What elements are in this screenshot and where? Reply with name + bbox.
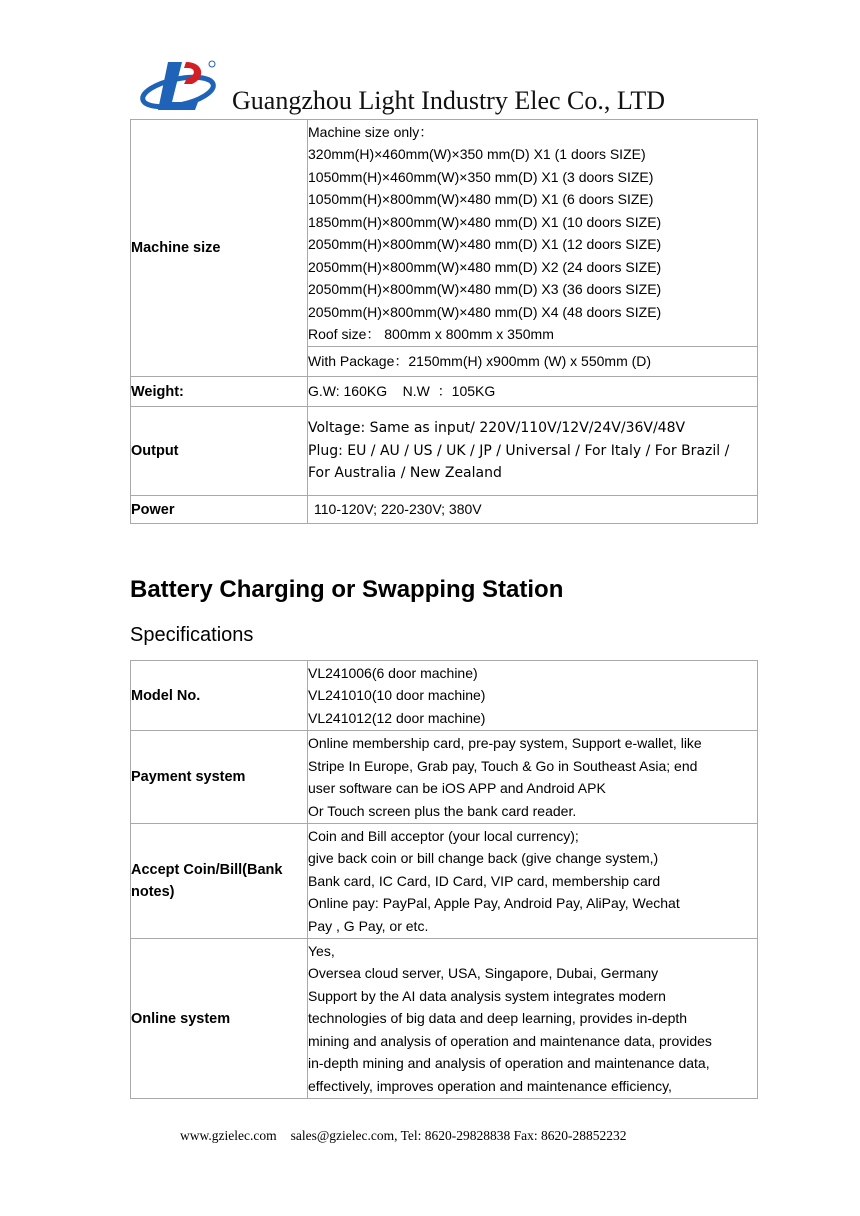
online-line: mining and analysis of operation and maintenance data, provides <box>308 1032 712 1049</box>
model-line: VL241012(12 door machine) <box>308 709 486 726</box>
table-row <box>131 377 758 407</box>
model-values <box>308 661 758 731</box>
payment-line: Online membership card, pre-pay system, Support e-wallet, like <box>308 735 702 751</box>
company-name: Guangzhou Light Industry Elec Co., LTD <box>232 86 666 115</box>
table-row <box>131 939 758 1099</box>
online-line: Oversea cloud server, USA, Singapore, Dubai, Germany <box>308 965 659 982</box>
output-line: Voltage: Same as input/ 220V/110V/12V/24V/36V/48V <box>308 420 686 437</box>
power-text: 110-120V; 220-230V; 380V <box>314 501 482 518</box>
machine-size-line: 1050mm(H)×460mm(W)×350 mm(D) X1 (3 doors SIZE) <box>308 168 654 185</box>
coin-line: Coin and Bill acceptor (your local currency); <box>308 827 579 844</box>
coin-line: Pay , G Pay, or etc. <box>308 917 429 934</box>
coin-values <box>308 824 758 939</box>
output-values <box>308 407 758 496</box>
table-row <box>131 731 758 824</box>
payment-label: Payment system <box>131 731 308 824</box>
machine-size-line: 2050mm(H)×800mm(W)×480 mm(D) X3 (36 doors SIZE) <box>308 281 662 297</box>
online-line: effectively, improves operation and maintenance efficiency, <box>308 1077 672 1094</box>
table-row <box>131 824 758 939</box>
machine-spec-table <box>130 119 758 524</box>
model-line: VL241006(6 door machine) <box>308 664 478 681</box>
online-values <box>308 939 758 1099</box>
coin-label <box>131 824 308 939</box>
coin-line: Bank card, IC Card, ID Card, VIP card, membership card <box>308 872 661 889</box>
coin-label-line: notes) <box>131 884 175 900</box>
model-line: VL241010(10 door machine) <box>308 687 486 704</box>
online-label: Online system <box>131 939 308 1099</box>
coin-label-line: Accept Coin/Bill(Bank <box>131 862 283 878</box>
weight-text: G.W: 160KG N.W ：105KG <box>308 383 496 400</box>
coin-line: give back coin or bill change back (give change system,) <box>308 850 659 867</box>
company-logo <box>138 56 222 116</box>
machine-size-line: 1850mm(H)×800mm(W)×480 mm(D) X1 (10 doors SIZE) <box>308 213 662 230</box>
online-line: technologies of big data and deep learning, provides in-depth <box>308 1010 688 1027</box>
machine-size-line: 320mm(H)×460mm(W)×350 mm(D) X1 (1 doors SIZE) <box>308 146 646 162</box>
machine-size-line: 2050mm(H)×800mm(W)×480 mm(D) X1 (12 doors SIZE) <box>308 236 662 252</box>
model-label: Model No. <box>131 661 308 731</box>
section-subtitle: Specifications <box>130 624 254 646</box>
table-row <box>131 120 758 347</box>
machine-size-line: Machine size only： <box>308 123 434 140</box>
machine-size-line: 2050mm(H)×800mm(W)×480 mm(D) X2 (24 doors SIZE) <box>308 258 662 275</box>
output-label: Output <box>131 407 308 496</box>
online-line: Yes, <box>308 942 335 959</box>
machine-size-label: Machine size <box>131 120 308 377</box>
weight-value <box>308 377 758 407</box>
online-line: in-depth mining and analysis of operation and maintenance data, <box>308 1055 710 1072</box>
weight-label: Weight: <box>131 377 308 407</box>
table-row <box>131 407 758 496</box>
output-line: Plug: EU / AU / US / UK / JP / Universal / For Italy / For Brazil / <box>308 442 730 459</box>
roof-size-line: Roof size： 800mm x 800mm x 350mm <box>308 326 554 342</box>
payment-values <box>308 731 758 824</box>
machine-size-line: 2050mm(H)×800mm(W)×480 mm(D) X4 (48 doors SIZE) <box>308 303 662 320</box>
machine-size-values <box>308 120 758 347</box>
footer-contact: sales@gzielec.com, Tel: 8620-29828838 Fax: 8620-28852232 <box>290 1128 627 1143</box>
package-size-text: With Package：2150mm(H) x900mm (W) x 550mm (D) <box>308 353 652 370</box>
payment-line: user software can be iOS APP and Android APK <box>308 780 606 796</box>
footer-website: www.gzielec.com <box>180 1128 277 1143</box>
table-row <box>131 661 758 731</box>
machine-size-line: 1050mm(H)×800mm(W)×480 mm(D) X1 (6 doors SIZE) <box>308 191 654 207</box>
coin-line: Online pay: PayPal, Apple Pay, Android Pay, AliPay, Wechat <box>308 895 680 912</box>
page-header <box>138 56 758 118</box>
payment-line: Or Touch screen plus the bank card reader. <box>308 802 577 819</box>
online-line: Support by the AI data analysis system integrates modern <box>308 987 666 1004</box>
station-spec-table <box>130 660 758 1099</box>
output-line: For Australia / New Zealand <box>308 465 502 482</box>
payment-line: Stripe In Europe, Grab pay, Touch & Go in Southeast Asia; end <box>308 757 698 774</box>
package-size-value <box>308 347 758 377</box>
table-row <box>131 496 758 524</box>
section-title: Battery Charging or Swapping Station <box>130 576 564 603</box>
power-label: Power <box>131 496 308 524</box>
power-value <box>308 496 758 524</box>
page-footer <box>180 1128 641 1144</box>
